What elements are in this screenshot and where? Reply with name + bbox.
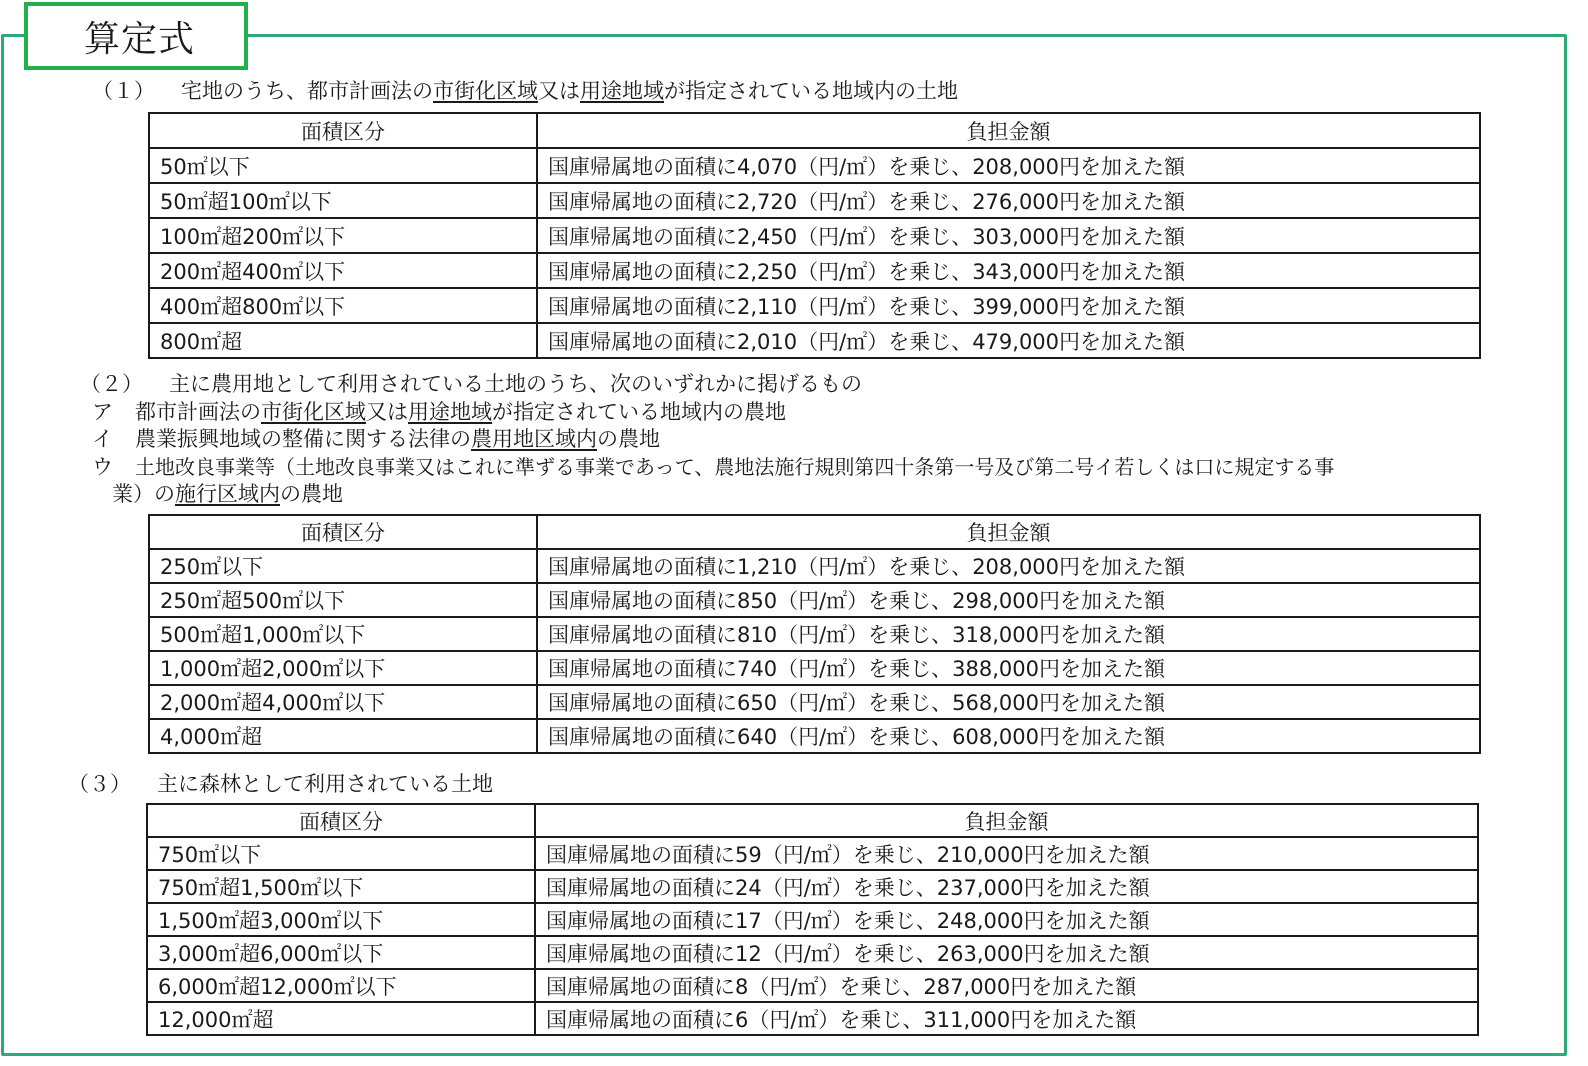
area-cell: 250㎡超500㎡以下	[149, 583, 537, 617]
item-i-text-post: の農地	[597, 427, 660, 451]
fee-cell: 国庫帰属地の面積に640（円/㎡）を乗じ、608,000円を加えた額	[537, 719, 1480, 753]
table-row	[149, 253, 1480, 288]
table-row	[149, 583, 1480, 617]
section-2-number: （２）	[80, 372, 143, 396]
section-1-heading	[92, 78, 958, 104]
table-row	[149, 288, 1480, 323]
table-row	[147, 903, 1478, 936]
item-i-text-pre: 農業振興地域の整備に関する法律の	[135, 427, 471, 451]
header-area: 面積区分	[147, 804, 535, 837]
section-3-text: 主に森林として利用されている土地	[157, 772, 493, 796]
table-header-row	[149, 515, 1480, 549]
section-1-text-post: が指定されている地域内の土地	[664, 79, 958, 103]
fee-cell: 国庫帰属地の面積に6（円/㎡）を乗じ、311,000円を加えた額	[535, 1002, 1478, 1035]
table-row	[149, 183, 1480, 218]
fee-cell: 国庫帰属地の面積に12（円/㎡）を乗じ、263,000円を加えた額	[535, 936, 1478, 969]
item-label: ウ	[92, 455, 113, 479]
area-cell: 200㎡超400㎡以下	[149, 253, 537, 288]
section-2-item-u	[92, 454, 1334, 480]
area-cell: 50㎡超100㎡以下	[149, 183, 537, 218]
fee-cell: 国庫帰属地の面積に59（円/㎡）を乗じ、210,000円を加えた額	[535, 837, 1478, 870]
section-1-underlined-1: 市街化区域	[433, 79, 538, 103]
area-cell: 50㎡以下	[149, 148, 537, 183]
section-3-number: （３）	[68, 772, 131, 796]
section-1-table	[148, 112, 1481, 359]
table-row	[149, 617, 1480, 651]
section-2-item-u-cont	[112, 481, 343, 507]
fee-cell: 国庫帰属地の面積に2,720（円/㎡）を乗じ、276,000円を加えた額	[537, 183, 1480, 218]
item-a-text-pre: 都市計画法の	[135, 400, 261, 424]
header-fee: 負担金額	[535, 804, 1478, 837]
header-area: 面積区分	[149, 113, 537, 148]
table-row	[149, 323, 1480, 358]
table-row	[149, 719, 1480, 753]
item-label: イ	[92, 427, 113, 451]
fee-cell: 国庫帰属地の面積に24（円/㎡）を乗じ、237,000円を加えた額	[535, 870, 1478, 903]
fee-cell: 国庫帰属地の面積に4,070（円/㎡）を乗じ、208,000円を加えた額	[537, 148, 1480, 183]
table-row	[149, 685, 1480, 719]
table-row	[147, 1002, 1478, 1035]
table-header-row	[147, 804, 1478, 837]
section-3-table	[146, 803, 1479, 1036]
item-label: ア	[92, 400, 113, 424]
table-row	[149, 148, 1480, 183]
item-u-line-1: 土地改良事業等（土地改良事業又はこれに準ずる事業であって、農地法施行規則第四十条第一号及び第二号イ若しくは口に規定する事	[135, 455, 1335, 479]
area-cell: 2,000㎡超4,000㎡以下	[149, 685, 537, 719]
item-u-underlined: 施行区域内	[175, 482, 280, 506]
section-2-text: 主に農用地として利用されている土地のうち、次のいずれかに掲げるもの	[169, 372, 862, 396]
fee-cell: 国庫帰属地の面積に850（円/㎡）を乗じ、298,000円を加えた額	[537, 583, 1480, 617]
table-header-row	[149, 113, 1480, 148]
section-2-item-a	[92, 399, 786, 425]
section-2-table	[148, 514, 1481, 754]
table-row	[149, 651, 1480, 685]
header-fee: 負担金額	[537, 113, 1480, 148]
fee-cell: 国庫帰属地の面積に2,250（円/㎡）を乗じ、343,000円を加えた額	[537, 253, 1480, 288]
area-cell: 1,000㎡超2,000㎡以下	[149, 651, 537, 685]
fee-cell: 国庫帰属地の面積に740（円/㎡）を乗じ、388,000円を加えた額	[537, 651, 1480, 685]
area-cell: 500㎡超1,000㎡以下	[149, 617, 537, 651]
area-cell: 6,000㎡超12,000㎡以下	[147, 969, 535, 1002]
table-row	[149, 218, 1480, 253]
area-cell: 250㎡以下	[149, 549, 537, 583]
table-row	[147, 969, 1478, 1002]
section-2-heading	[80, 371, 862, 397]
section-1-text-pre: 宅地のうち、都市計画法の	[181, 79, 433, 103]
fee-cell: 国庫帰属地の面積に2,110（円/㎡）を乗じ、399,000円を加えた額	[537, 288, 1480, 323]
fee-cell: 国庫帰属地の面積に2,450（円/㎡）を乗じ、303,000円を加えた額	[537, 218, 1480, 253]
fee-cell: 国庫帰属地の面積に650（円/㎡）を乗じ、568,000円を加えた額	[537, 685, 1480, 719]
item-u-line-2-post: の農地	[280, 482, 343, 506]
item-i-underlined: 農用地区域内	[471, 427, 597, 451]
fee-cell: 国庫帰属地の面積に8（円/㎡）を乗じ、287,000円を加えた額	[535, 969, 1478, 1002]
section-3-heading	[68, 771, 493, 797]
item-u-line-2-pre: 業）の	[112, 482, 175, 506]
table-row	[149, 549, 1480, 583]
section-1-text-mid: 又は	[538, 79, 580, 103]
fee-cell: 国庫帰属地の面積に17（円/㎡）を乗じ、248,000円を加えた額	[535, 903, 1478, 936]
area-cell: 400㎡超800㎡以下	[149, 288, 537, 323]
area-cell: 4,000㎡超	[149, 719, 537, 753]
header-fee: 負担金額	[537, 515, 1480, 549]
area-cell: 1,500㎡超3,000㎡以下	[147, 903, 535, 936]
fee-cell: 国庫帰属地の面積に1,210（円/㎡）を乗じ、208,000円を加えた額	[537, 549, 1480, 583]
area-cell: 100㎡超200㎡以下	[149, 218, 537, 253]
area-cell: 750㎡超1,500㎡以下	[147, 870, 535, 903]
item-a-underlined-2: 用途地域	[408, 400, 492, 424]
table-row	[147, 936, 1478, 969]
item-a-text-post: が指定されている地域内の農地	[492, 400, 786, 424]
section-1-number: （１）	[92, 79, 155, 103]
section-2-item-i	[92, 426, 660, 452]
table-row	[147, 837, 1478, 870]
title-box	[24, 2, 248, 70]
area-cell: 800㎡超	[149, 323, 537, 358]
item-a-text-mid: 又は	[366, 400, 408, 424]
fee-cell: 国庫帰属地の面積に2,010（円/㎡）を乗じ、479,000円を加えた額	[537, 323, 1480, 358]
area-cell: 750㎡以下	[147, 837, 535, 870]
section-1-underlined-2: 用途地域	[580, 79, 664, 103]
page-title: 算定式	[84, 18, 196, 60]
fee-cell: 国庫帰属地の面積に810（円/㎡）を乗じ、318,000円を加えた額	[537, 617, 1480, 651]
area-cell: 12,000㎡超	[147, 1002, 535, 1035]
item-a-underlined-1: 市街化区域	[261, 400, 366, 424]
header-area: 面積区分	[149, 515, 537, 549]
table-row	[147, 870, 1478, 903]
area-cell: 3,000㎡超6,000㎡以下	[147, 936, 535, 969]
